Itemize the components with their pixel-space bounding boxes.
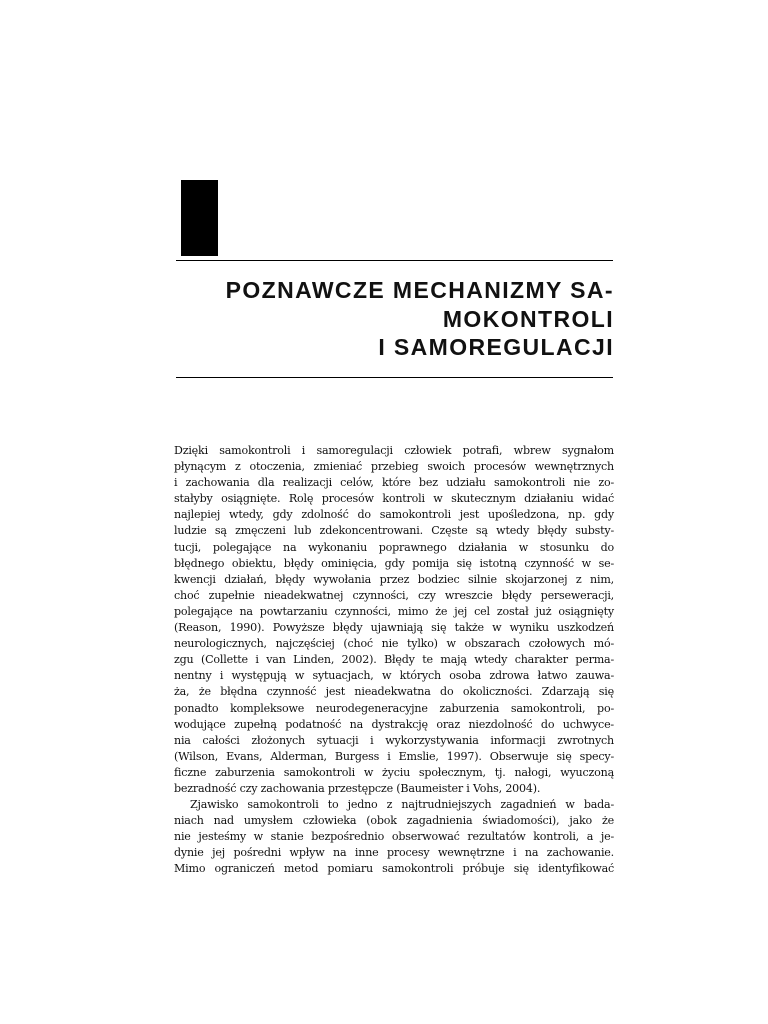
- text-line: najlepiej wtedy, gdy zdolność do samokontroli jest upośledzona, np. gdy: [174, 508, 614, 522]
- text-line: (Reason, 1990). Powyższe błędy ujawniają się także w wyniku uszkodzeń: [174, 621, 614, 635]
- text-line: Zjawisko samokontroli to jedno z najtrudniejszych zagadnień w bada-: [190, 798, 614, 812]
- text-line: neurologicznych, najczęściej (choć nie tylko) w obszarach czołowych mó-: [174, 637, 614, 651]
- text-line: wodujące zupełną podatność na dystrakcję oraz niezdolność do uchwyce-: [174, 717, 614, 731]
- paragraph-1: [174, 443, 614, 797]
- body-text: [174, 443, 614, 878]
- text-line: (Wilson, Evans, Alderman, Burgess i Emslie, 1997). Obserwuje się specy-: [174, 749, 614, 763]
- text-line: kwencji działań, błędy wywołania przez bodziec silnie skojarzonej z nim,: [174, 572, 614, 586]
- chapter-title: [176, 276, 614, 362]
- text-line: płynącym z otoczenia, zmieniać przebieg swoich procesów wewnętrznych: [174, 460, 614, 474]
- text-line: ponadto kompleksowe neurodegeneracyjne zaburzenia samokontroli, po-: [174, 701, 614, 715]
- title-top-rule: [176, 260, 613, 261]
- text-line: i zachowania dla realizacji celów, które bez udziału samokontroli nie zo-: [174, 476, 614, 490]
- text-line: zgu (Collette i van Linden, 2002). Błędy te mają wtedy charakter perma-: [174, 653, 614, 667]
- text-line: nie jesteśmy w stanie bezpośrednio obserwować rezultatów kontroli, a je-: [174, 830, 614, 844]
- chapter-title-line-3: I SAMOREGULACJI: [378, 334, 614, 360]
- text-line: niach nad umysłem człowieka (obok zagadnienia świadomości), jako że: [174, 814, 614, 828]
- text-line: ficzne zaburzenia samokontroli w życiu społecznym, tj. nałogi, wyuczoną: [174, 765, 614, 779]
- text-line: nentny i występują w sytuacjach, w których osoba zdrowa łatwo zauwa-: [174, 669, 614, 683]
- text-line: Mimo ograniczeń metod pomiaru samokontroli próbuje się identyfikować: [174, 862, 614, 876]
- text-line: ludzie są zmęczeni lub zdekoncentrowani. Częste są wtedy błędy substy-: [174, 524, 614, 538]
- text-line: choć zupełnie nieadekwatnej czynności, czy wreszcie błędy perseweracji,: [174, 588, 614, 602]
- text-line: tucji, polegające na wykonaniu poprawnego działania w stosunku do: [174, 540, 614, 554]
- chapter-title-line-2: MOKONTROLI: [442, 305, 614, 332]
- text-line: dynie jej pośredni wpływ na inne procesy wewnętrzne i na zachowanie.: [174, 846, 614, 860]
- paragraph-2: [174, 797, 614, 877]
- text-line: bezradność czy zachowania przestępcze (Baumeister i Vohs, 2004).: [174, 781, 541, 795]
- text-line: Dzięki samokontroli i samoregulacji człowiek potrafi, wbrew sygnałom: [174, 444, 614, 457]
- text-line: stałyby osiągnięte. Rolę procesów kontroli w skutecznym działaniu widać: [174, 492, 614, 506]
- title-bottom-rule: [176, 377, 613, 378]
- text-line: polegające na powtarzaniu czynności, mimo że jej cel został już osiągnięty: [174, 604, 614, 618]
- chapter-title-line-1: POZNAWCZE MECHANIZMY SA-: [225, 277, 614, 303]
- text-line: błędnego obiektu, błędy ominięcia, gdy pomija się istotną czynność w se-: [174, 556, 614, 570]
- text-line: ża, że błędna czynność jest nieadekwatna do okoliczności. Zdarzają się: [174, 685, 614, 699]
- text-line: nia całości złożonych sytuacji i wykorzystywania informacji zwrotnych: [174, 733, 614, 747]
- chapter-marker-block: [181, 180, 218, 256]
